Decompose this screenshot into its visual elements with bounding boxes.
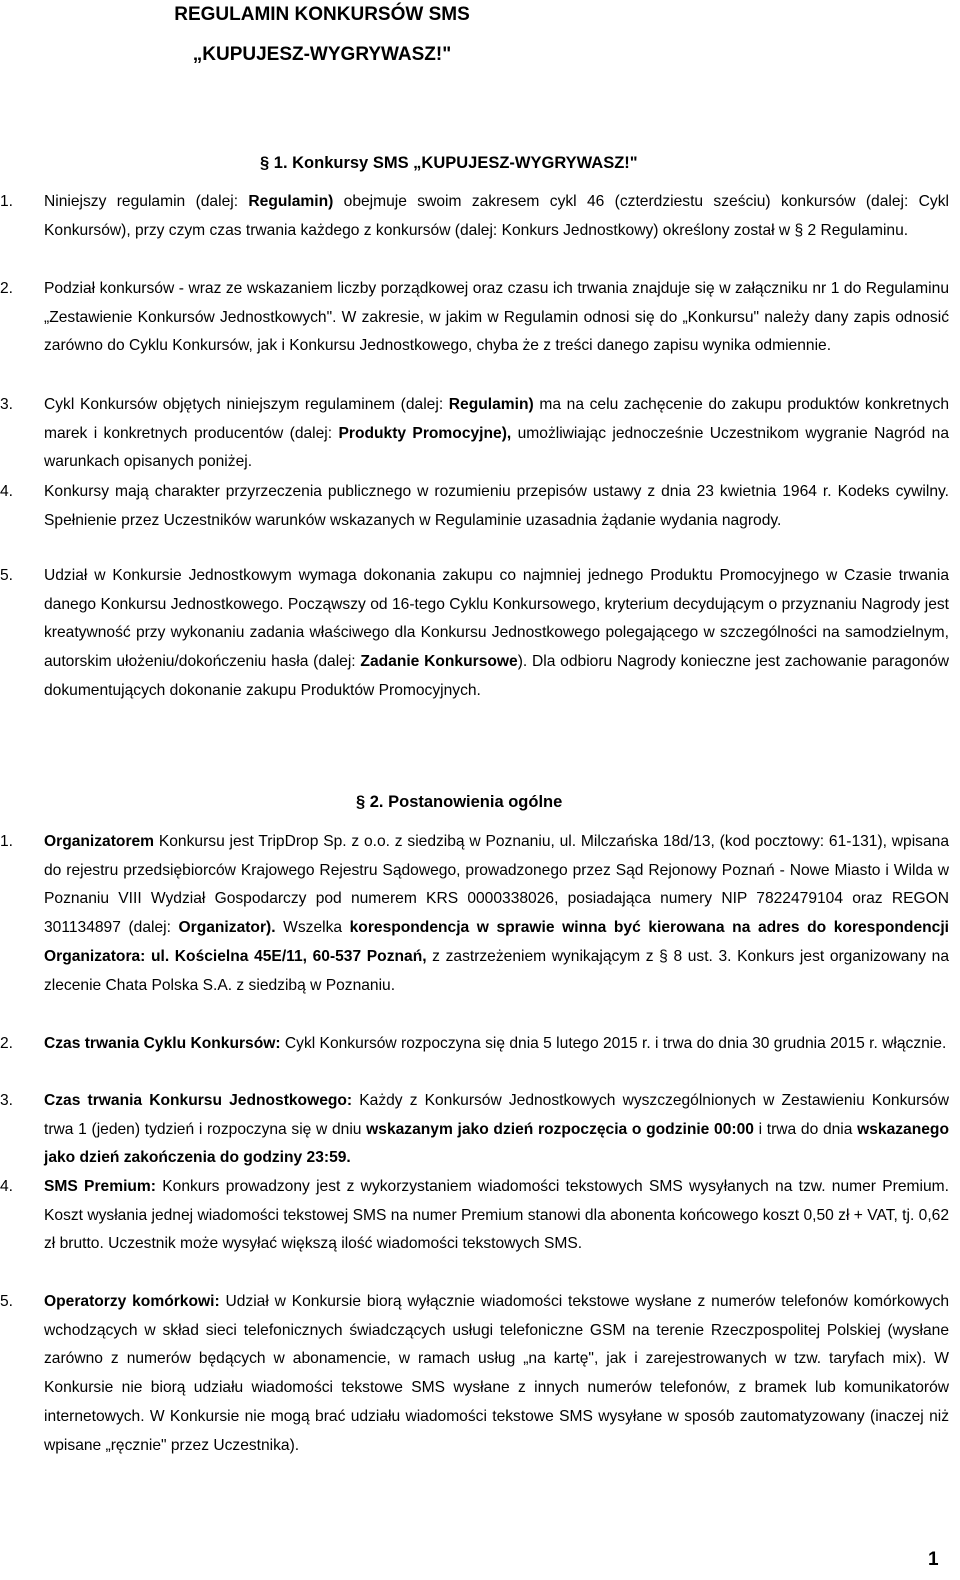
list-item-text (44, 1173, 949, 1259)
section-2-heading: § 2. Postanowienia ogólne (356, 793, 563, 811)
list-item-number: 1. (0, 833, 14, 850)
bold-text-run: Produkty Promocyjne), (338, 424, 512, 442)
section-sign: § (260, 154, 270, 172)
document-subtitle: „KUPUJESZ-WYGRYWASZ!" (192, 44, 452, 65)
text-run: Wszelka (275, 919, 350, 937)
section-1-heading (260, 152, 638, 174)
bold-text-run: Regulamin) (248, 193, 334, 210)
page-number: 1 (928, 1549, 939, 1570)
list-item-text (44, 1087, 949, 1173)
text-run: ). Dla odbioru Nagrody konieczne jest zachowanie paragonów dokumentujących dokonanie zakupu Produktów Promocyjnych. (44, 653, 949, 699)
text-run: Udział w Konkursie Jednostkowym wymaga dokonania zakupu co najmniej jednego Produktu Promocyjnego w Czasie trwania danego Konkursu Jednostkowego. Począwszy od 16-tego Cyklu Konkursowego, kryterium decydującym o przyznaniu Nagrody jest kreatywność przy wykonaniu zadania właściwego dla Konkursu Jednostkowego polegającego w szczególności na samodzielnym, autorskim ułożeniu/dokończeniu hasła (dalej: (44, 567, 949, 671)
text-run: Udział w Konkursie biorą wyłącznie wiadomości tekstowe wysłane z numerów telefonów komórkowych wchodzących w skład sieci telefonicznych świadczących usługi telefoniczne GSM na terenie Rzeczpospolitej Polskiej (wysłane zarówno z numerów będących w abonamencie, w ramach usług „na kartę", jak i zarejestrowanych w tzw. taryfach mix). W Konkursie nie biorą udziału wiadomości tekstowe SMS wysłane z innych numerów telefonów, z bramek lub komunikatorów internetowych. W Konkursie nie mogą brać udziału wiadomości tekstowe SMS wysyłane w sposób zautomatyzowany (inaczej niż wpisane „ręcznie" przez Uczestnika). (44, 1293, 949, 1454)
list-item-number: 1. (0, 193, 14, 210)
bold-text-run: wskazanym jako dzień rozpoczęcia o godzinie 00:00 (366, 1120, 754, 1138)
bold-text-run: Organizator). (178, 919, 276, 937)
list-item-number: 5. (0, 567, 14, 584)
document-title: REGULAMIN KONKURSÓW SMS (174, 4, 470, 25)
list-item-text (44, 828, 949, 1000)
bold-text-run: Operatorzy komórkowi: (44, 1293, 220, 1310)
text-run: Każdy z Konkursów Jednostkowych wyszczególnionych w Zestawieniu Konkursów trwa 1 (jeden) tydzień i rozpoczyna się w dniu (44, 1092, 949, 1138)
list-item-number: 4. (0, 1178, 14, 1195)
text-run: Niniejszy regulamin (dalej: (44, 193, 249, 210)
bold-text-run: Regulamin) (448, 396, 534, 413)
bold-text-run: Zadanie Konkursowe (360, 653, 518, 671)
list-item-number: 3. (0, 396, 14, 413)
bold-text-run: SMS Premium: (44, 1178, 156, 1195)
text-run: Cykl Konkursów objętych niniejszym regulaminem (dalej: (44, 396, 449, 413)
text-run: Cykl Konkursów rozpoczyna się dnia 5 lutego 2015 r. i trwa do dnia 30 grudnia 2015 r. włącznie. (280, 1035, 947, 1052)
list-item-text (44, 478, 949, 535)
bold-text-run: Czas trwania Cyklu Konkursów: (44, 1035, 281, 1052)
bold-text-run: Czas trwania Konkursu Jednostkowego: (44, 1092, 353, 1109)
bold-text-run: korespondencja w sprawie winna być kierowana na adres do korespondencji Organizatora: ul. Kościelna 45E/11, 60-537 Poznań, (44, 919, 949, 965)
list-item-text (44, 188, 949, 245)
text-run: Podział konkursów - wraz ze wskazaniem liczby porządkowej oraz czasu ich trwania znajduje się w załączniku nr 1 do Regulaminu „Zestawienie Konkursów Jednostkowych". W zakresie, w jakim w Regulamin odnosi się do „Konkursu" należy dany zapis odnosić zarówno do Cyklu Konkursów, jak i Konkursu Jednostkowego, chyba że z treści danego zapisu wynika odmiennie. (44, 280, 949, 355)
list-item-text (44, 562, 949, 706)
text-run: obejmuje swoim zakresem cykl 46 (czterdziestu sześciu) konkursów (dalej: Cykl Konkursów), przy czym czas trwania każdego z konkursów (dalej: Konkurs Jednostkowy) określony został w § 2 Regulaminu. (44, 193, 949, 239)
bold-text-run: wskazanego jako dzień zakończenia do godziny 23:59. (44, 1120, 949, 1167)
text-run: i trwa do dnia (753, 1120, 858, 1138)
text-run: Konkursu jest TripDrop Sp. z o.o. z siedzibą w Poznaniu, ul. Milczańska 18d/13, (kod pocztowy: 61-131), wpisana do rejestru przedsiębiorców Krajowego Rejestru Sądowego, prowadzonego przez Sąd Rejonowy Poznań - Nowe Miasto i Wilda w Poznaniu VIII Wydział Gospodarczy pod numerem KRS 0000338026, posiadająca numery NIP 7822479104 oraz REGON 301134897 (dalej: (44, 833, 949, 937)
text-run: Konkurs prowadzony jest z wykorzystaniem wiadomości tekstowych SMS wysyłanych na tzw. numer Premium. Koszt wysłania jednej wiadomości tekstowej SMS na numer Premium stanowi dla abonenta końcowego koszt 0,50 zł + VAT, tj. 0,62 zł brutto. Uczestnik może wysyłać większą ilość wiadomości tekstowych SMS. (44, 1178, 949, 1253)
text-run: ma na celu zachęcenie do zakupu produktów konkretnych marek i konkretnych producentów (dalej: (44, 396, 949, 442)
list-item-text (44, 275, 949, 361)
text-run: umożliwiając jednocześnie Uczestnikom wygranie Nagród na warunkach opisanych poniżej. (44, 424, 950, 471)
list-item-text (44, 391, 949, 477)
list-item-number: 2. (0, 1035, 14, 1052)
bold-text-run: Organizatorem (44, 833, 155, 850)
list-item-number: 5. (0, 1293, 14, 1310)
list-item-text (44, 1288, 949, 1460)
text-run: z zastrzeżeniem wynikającym z § 8 ust. 3. Konkurs jest organizowany na zlecenie Chata Polska S.A. z siedzibą w Poznaniu. (44, 947, 949, 994)
text-run: Konkursy mają charakter przyrzeczenia publicznego w rozumieniu przepisów ustawy z dnia 23 kwietnia 1964 r. Kodeks cywilny. Spełnienie przez Uczestników warunków wskazanych w Regulaminie uzasadnia żądanie wydania nagrody. (44, 483, 949, 529)
section-1-heading-text: 1. Konkursy SMS „KUPUJESZ-WYGRYWASZ!" (273, 154, 638, 172)
list-item-number: 2. (0, 280, 14, 297)
list-item-text (44, 1030, 949, 1059)
list-item-number: 3. (0, 1092, 14, 1109)
list-item-number: 4. (0, 483, 14, 500)
